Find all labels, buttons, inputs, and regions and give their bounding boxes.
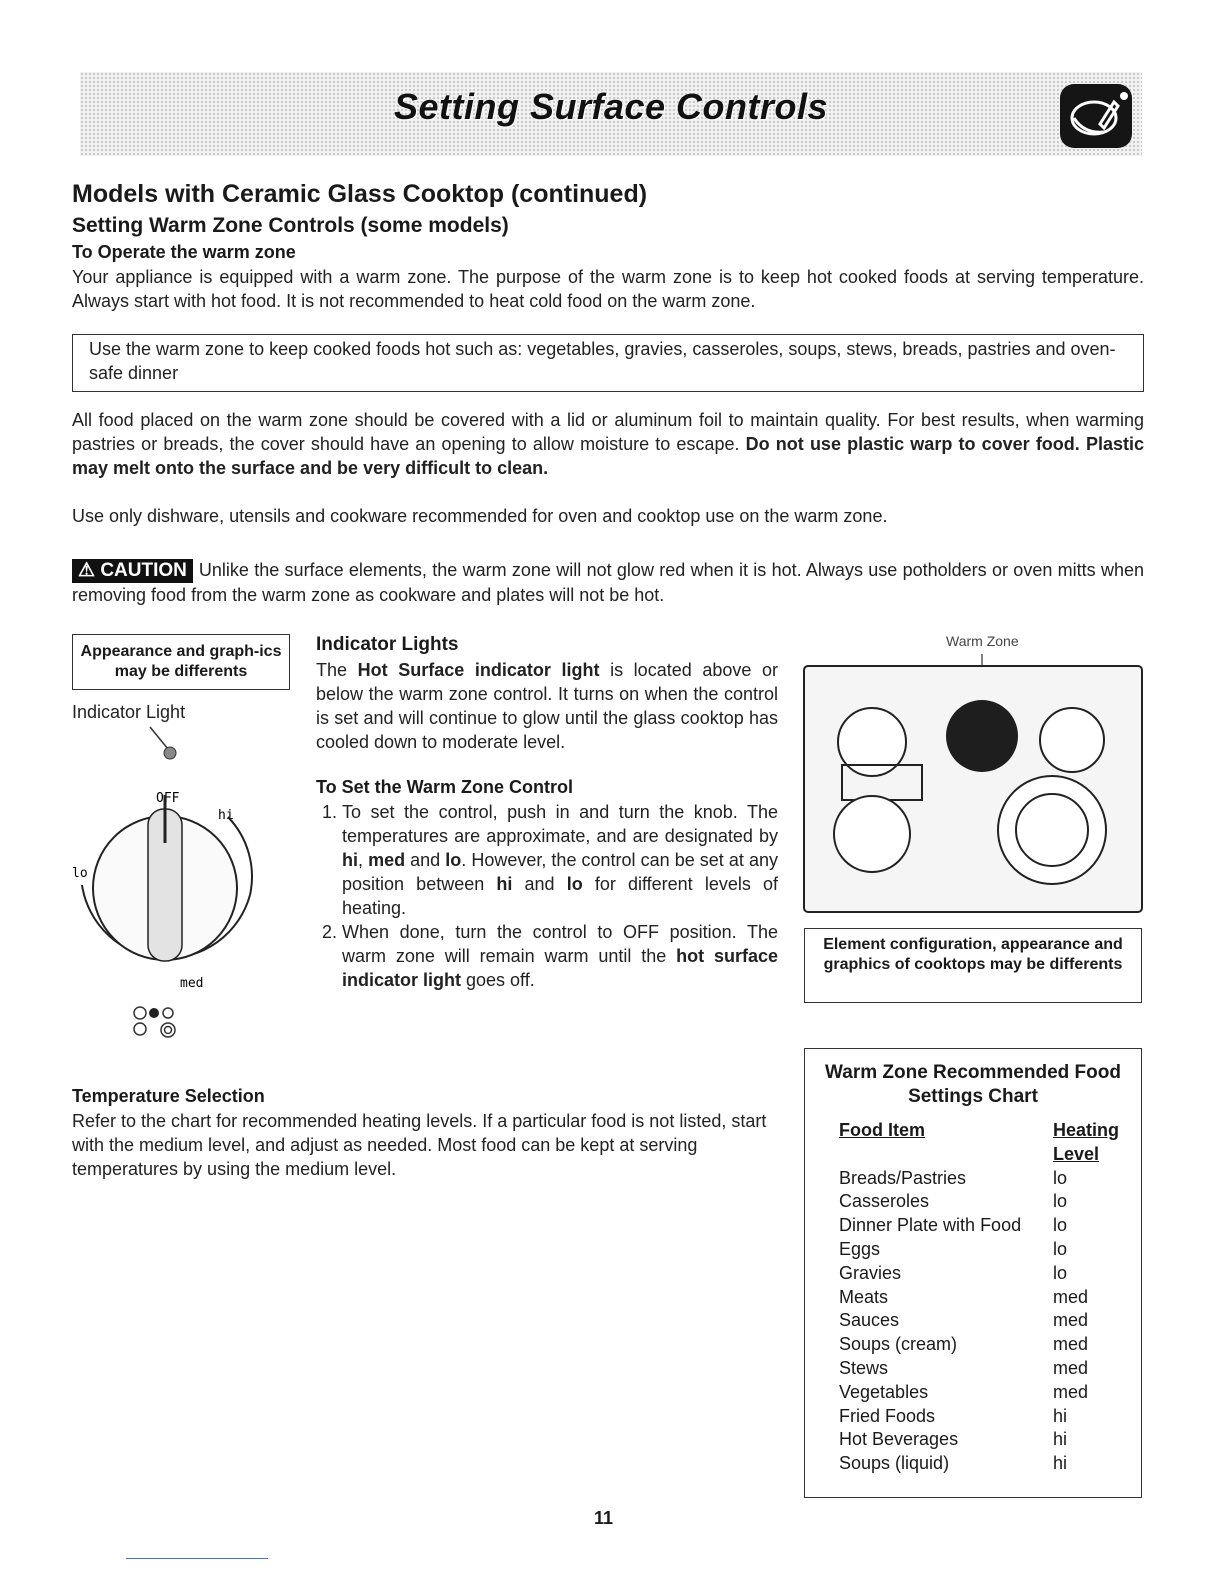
table-row — [839, 1238, 1141, 1262]
appearance-note-box — [72, 634, 290, 690]
food-table — [839, 1119, 1141, 1476]
food-item-cell: Meats — [839, 1286, 889, 1307]
table-row — [839, 1428, 1141, 1452]
intro-paragraph: Your appliance is equipped with a warm zone. The purpose of the warm zone is to keep hot cooked foods at serving temperature. Always start with hot food. It is not recommended to heat cold food on the warm zone. — [72, 267, 1144, 311]
page-title: Setting Surface Controls — [393, 86, 829, 127]
heating-level-cell: hi — [1053, 1405, 1068, 1426]
indicator-light-label: Indicator Light — [72, 702, 186, 722]
food-item-cell: Hot Beverages — [839, 1429, 959, 1450]
warm-zone-element — [946, 700, 1018, 772]
food-item-cell: Eggs — [839, 1238, 881, 1259]
right-front-inner-element — [1016, 794, 1088, 866]
left-front-element — [834, 796, 910, 872]
operate-title: To Operate the warm zone — [72, 242, 296, 262]
caution-paragraph — [72, 558, 1144, 607]
food-item-cell: Casseroles — [839, 1191, 930, 1212]
heating-level-cell: lo — [1053, 1215, 1068, 1236]
table-row — [839, 1190, 1141, 1214]
table-row — [839, 1286, 1141, 1310]
warm-zone-label: Warm Zone — [946, 633, 1019, 649]
col-level-header: Heating Level — [1053, 1120, 1120, 1164]
temperature-paragraph: Refer to the chart for recommended heating levels. If a particular food is not listed, start with the medium level, and adjust as needed. Most food can be kept at serving temperatures by using the medium level. — [72, 1111, 767, 1179]
food-settings-chart — [804, 1048, 1142, 1498]
tip-text: Use the warm zone to keep cooked foods hot such as: vegetables, gravies, casseroles, soups, stews, breads, pastries and oven-safe dinner — [89, 339, 1116, 383]
food-item-cell: Soups (cream) — [839, 1334, 958, 1355]
warm-zone-knob-figure — [60, 725, 300, 1055]
page-number: 11 — [594, 1508, 614, 1528]
food-item-cell: Gravies — [839, 1262, 902, 1283]
food-item-cell: Sauces — [839, 1310, 900, 1331]
cover-text: All food placed on the warm zone should be covered with a lid or aluminum foil to maintain quality. For best results, when warming pastries or breads, the cover should have an opening to allow moisture to escape. — [72, 410, 1144, 454]
set-control-title: To Set the Warm Zone Control — [316, 777, 573, 797]
heating-level-cell: lo — [1053, 1238, 1068, 1259]
cooktop-diagram — [802, 650, 1144, 915]
dial-med-label: med — [180, 976, 204, 991]
indicator-pointer-line — [150, 727, 168, 749]
table-row — [839, 1357, 1141, 1381]
step-1: 1. To set the control, push in and turn the knob. The temperatures are approximate, and are designated by hi, med and lo. However, the control can be set at any position between hi and lo for different levels of heating. — [342, 800, 778, 920]
layout-icon-warm-zone — [149, 1008, 159, 1018]
cover-warning: Do not use plastic warp to cover food. Plastic may melt onto the surface and be very difficult to clean. — [72, 434, 1144, 478]
food-item-cell: Dinner Plate with Food — [839, 1215, 1022, 1236]
table-row — [839, 1309, 1141, 1333]
chart-title: Warm Zone Recommended Food Settings Chart — [825, 1062, 1121, 1107]
step-2: 2. When done, turn the control to OFF position. The warm zone will remain warm until the hot surface indicator light goes off. — [342, 920, 778, 992]
heating-level-cell: med — [1053, 1286, 1089, 1307]
food-item-cell: Breads/Pastries — [839, 1167, 967, 1188]
dial-hi-label: hi — [218, 808, 234, 823]
dial-off-label: OFF — [156, 791, 180, 806]
heating-level-cell: med — [1053, 1310, 1089, 1331]
table-row — [839, 1333, 1141, 1357]
table-row — [839, 1405, 1141, 1429]
cooktop-note: Element configuration, appearance and graphics of cooktops may be differents — [823, 936, 1123, 973]
caution-badge: ⚠ CAUTION — [72, 559, 193, 583]
table-row — [839, 1262, 1141, 1286]
food-item-cell: Vegetables — [839, 1381, 929, 1402]
indicator-title: Indicator Lights — [316, 634, 459, 655]
heating-level-cell: med — [1053, 1357, 1089, 1378]
set-control-steps — [316, 800, 778, 992]
table-row — [839, 1167, 1141, 1191]
heating-level-cell: lo — [1053, 1262, 1068, 1283]
table-row — [839, 1452, 1141, 1476]
layout-icon-ring-1 — [134, 1007, 146, 1019]
heating-level-cell: lo — [1053, 1167, 1068, 1188]
food-item-cell: Soups (liquid) — [839, 1453, 950, 1474]
section-heading: Models with Ceramic Glass Cooktop (continued) — [72, 180, 648, 208]
caution-text: Unlike the surface elements, the warm zone will not glow red when it is hot. Always use potholders or oven mitts when removing food from the warm zone as cookware and plates will not be hot. — [72, 560, 1144, 605]
table-row — [839, 1214, 1141, 1238]
food-item-cell: Fried Foods — [839, 1405, 936, 1426]
col-food-header: Food Item — [839, 1120, 925, 1140]
indicator-paragraph: The Hot Surface indicator light is located above or below the warm zone control. It turns on when the control is set and will continue to glow until the glass cooktop has cooled down to moderate level. — [316, 660, 778, 752]
heating-level-cell: hi — [1053, 1453, 1068, 1474]
cooking-hand-icon — [1060, 84, 1132, 148]
section-subheading: Setting Warm Zone Controls (some models) — [72, 214, 509, 237]
heating-level-cell: lo — [1053, 1191, 1068, 1212]
indicator-light-icon — [164, 747, 176, 759]
heating-level-cell: hi — [1053, 1429, 1068, 1450]
header-banner — [80, 72, 1142, 156]
footer-rule — [126, 1558, 268, 1559]
right-rear-element — [1040, 708, 1104, 772]
dishware-paragraph: Use only dishware, utensils and cookware recommended for oven and cooktop use on the warm zone. — [72, 506, 888, 526]
food-item-cell: Stews — [839, 1357, 889, 1378]
heating-level-cell: med — [1053, 1334, 1089, 1355]
table-row — [839, 1381, 1141, 1405]
heating-level-cell: med — [1053, 1381, 1089, 1402]
dial-lo-label: lo — [72, 866, 88, 881]
temperature-title: Temperature Selection — [72, 1086, 265, 1106]
cooktop-note-box — [804, 928, 1142, 1003]
tip-box — [72, 334, 1144, 392]
appearance-note: Appearance and graph-ics may be differents — [80, 643, 282, 680]
cover-paragraph — [72, 408, 1144, 480]
